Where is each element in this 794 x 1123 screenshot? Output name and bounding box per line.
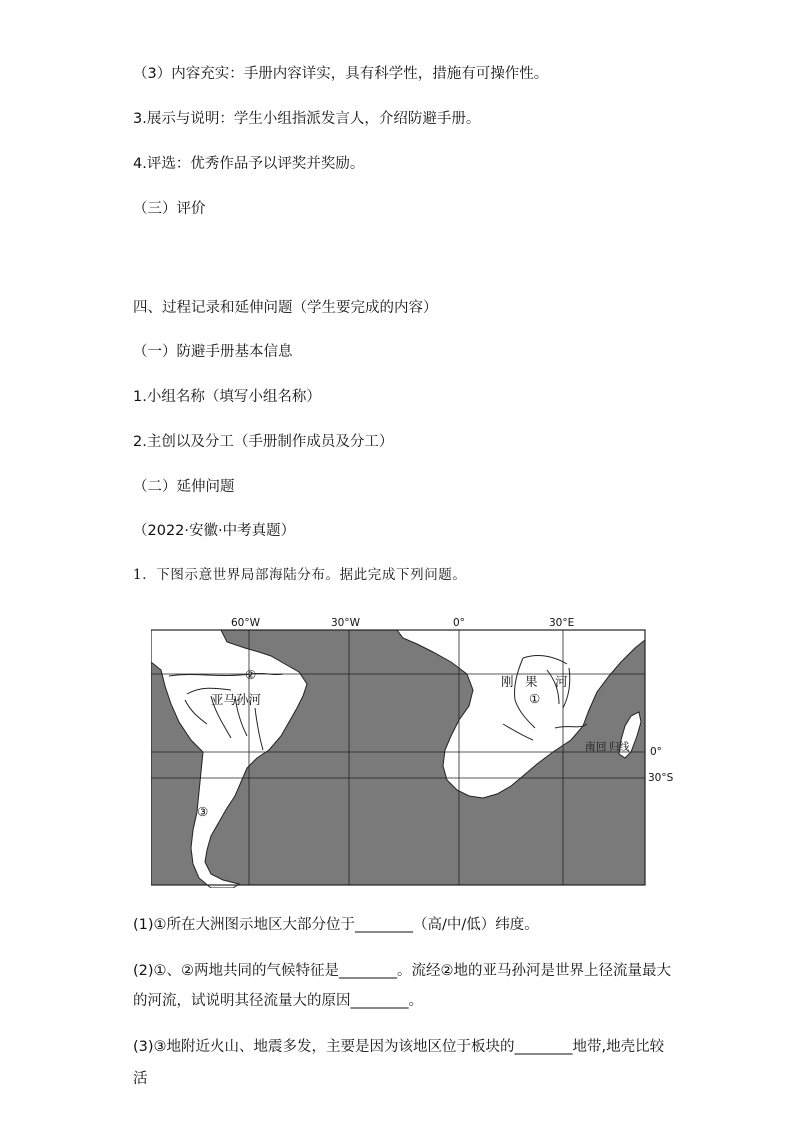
label-mark-2: ② xyxy=(245,667,257,682)
heading-basic-info: （一）防避手册基本信息 xyxy=(133,344,293,360)
question-3: (3)③地附近火山、地震多发，主要是因为该地区位于板块的________地带,地壳比较活 xyxy=(133,1039,665,1087)
line-members: 2.主创以及分工（手册制作成员及分工） xyxy=(133,434,394,450)
label-tropic-1: 南 xyxy=(585,741,596,753)
label-congo-3: 河 xyxy=(555,674,568,689)
label-tropic-4: 线 xyxy=(619,741,630,753)
line-selection: 4.评选：优秀作品予以评奖并奖励。 xyxy=(133,156,365,172)
heading-section-four: 四、过程记录和延伸问题（学生要完成的内容） xyxy=(133,300,438,316)
heading-evaluation: （三）评价 xyxy=(133,201,206,217)
line-group-name: 1.小组名称（填写小组名称） xyxy=(133,389,321,405)
world-map xyxy=(151,612,681,888)
label-equator: 0° xyxy=(650,746,662,758)
label-30e: 30°E xyxy=(549,617,575,629)
label-congo-1: 刚 xyxy=(501,674,514,689)
line-content-rich: （3）内容充实：手册内容详实，具有科学性，措施有可操作性。 xyxy=(133,66,549,82)
label-60w: 60°W xyxy=(231,617,260,629)
label-30w: 30°W xyxy=(331,617,360,629)
label-tropic-2: 回 xyxy=(596,741,607,753)
question-1: (1)①所在大洲图示地区大部分位于________（高/中/低）纬度。 xyxy=(133,917,539,933)
exam-source: （2022·安徽·中考真题） xyxy=(133,523,296,539)
question-intro: 1．下图示意世界局部海陆分布。据此完成下列问题。 xyxy=(133,567,467,583)
label-mark-3: ③ xyxy=(197,804,209,819)
label-congo-2: 果 xyxy=(525,674,538,689)
label-tropic-3: 归 xyxy=(609,741,620,753)
label-30s: 30°S xyxy=(648,772,674,784)
label-mark-1: ① xyxy=(529,691,541,706)
label-0-lon: 0° xyxy=(453,617,465,629)
heading-extension: （二）延伸问题 xyxy=(133,479,235,495)
label-amazon: 亚马孙河 xyxy=(211,692,262,707)
question-2-line-1: (2)①、②两地共同的气候特征是________。流经②地的亚马孙河是世界上径流量最大 xyxy=(133,963,672,979)
question-2-line-2: 的河流，试说明其径流量大的原因________。 xyxy=(133,993,423,1009)
line-presentation: 3.展示与说明：学生小组指派发言人，介绍防避手册。 xyxy=(133,111,481,127)
